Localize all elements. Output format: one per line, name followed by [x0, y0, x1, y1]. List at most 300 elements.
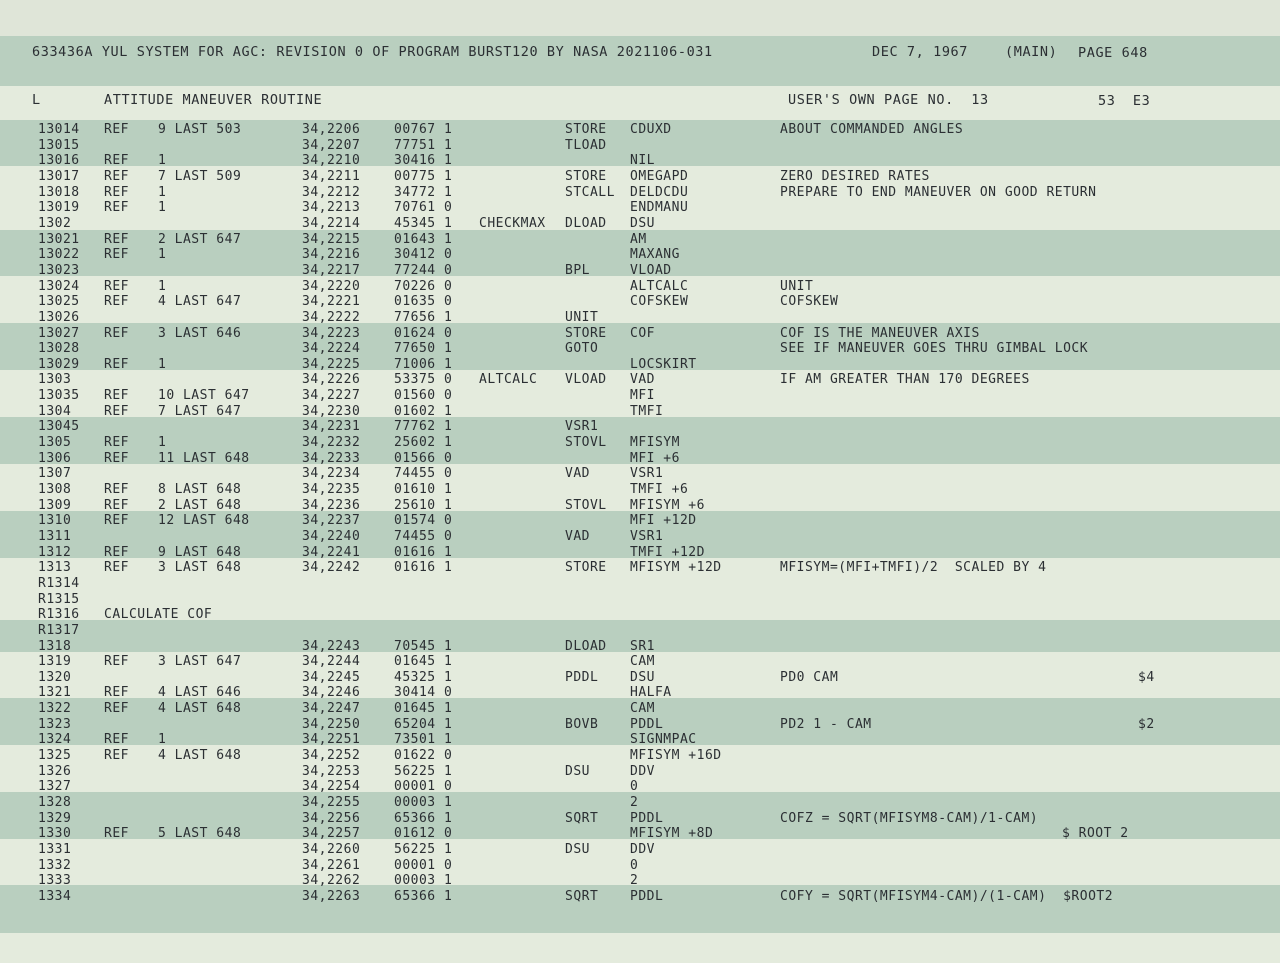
listing-row [0, 138, 1280, 154]
listing-row [0, 498, 1280, 514]
line-number: 1334 [38, 888, 72, 904]
line-number: 1318 [38, 638, 72, 654]
octal-word: 77751 1 [394, 137, 453, 153]
operand: AM [630, 231, 647, 247]
address: 34,2213 [302, 200, 361, 216]
ref-detail: 8 LAST 648 [158, 481, 242, 497]
operand: MFI +12D [630, 513, 697, 529]
operand: DDV [630, 763, 655, 779]
line-number: 13015 [38, 137, 80, 153]
address: 34,2262 [302, 873, 361, 889]
listing-row [0, 466, 1280, 482]
octal-word: 53375 0 [394, 372, 453, 388]
comment: UNIT [780, 278, 814, 294]
operand: ALTCALC [630, 278, 689, 294]
operand: CDUXD [630, 122, 672, 137]
ref-detail: 12 LAST 648 [158, 513, 250, 529]
octal-word: 77650 1 [394, 341, 453, 357]
listing-row [0, 842, 1280, 858]
line-number: 1306 [38, 450, 72, 466]
line-number: 13027 [38, 325, 80, 341]
address: 34,2240 [302, 528, 361, 544]
listing-row [0, 513, 1280, 529]
listing-row [0, 404, 1280, 420]
opcode: PDDL [565, 669, 599, 685]
listing-title: 633436A YUL SYSTEM FOR AGC: REVISION 0 OF PROGRAM BURST120 BY NASA 2021106-031 [32, 44, 713, 60]
line-number: 1326 [38, 763, 72, 779]
ref-marker: REF [104, 513, 129, 529]
line-number: 13029 [38, 356, 80, 372]
line-number: 1313 [38, 560, 72, 576]
ref-marker: REF [104, 685, 129, 701]
ref-detail: 1 [158, 435, 167, 450]
line-number: 1308 [38, 481, 72, 497]
octal-word: 65366 1 [394, 810, 453, 826]
opcode: BOVB [565, 716, 599, 732]
ref-marker: REF [104, 497, 129, 513]
line-number: 1320 [38, 669, 72, 685]
comment: COF IS THE MANEUVER AXIS [780, 325, 980, 341]
line-number: 1324 [38, 732, 72, 748]
octal-word: 00775 1 [394, 168, 453, 184]
octal-word: 25602 1 [394, 435, 453, 450]
listing-row [0, 326, 1280, 342]
line-number: 1305 [38, 435, 72, 450]
address: 34,2235 [302, 481, 361, 497]
comment: COFY = SQRT(MFISYM4-CAM)/(1-CAM) $ROOT2 [780, 888, 1114, 904]
comment: ABOUT COMMANDED ANGLES [780, 122, 964, 137]
ref-detail: 2 LAST 647 [158, 231, 242, 247]
opcode: VSR1 [565, 419, 599, 435]
operand: PDDL [630, 810, 664, 826]
listing-row [0, 153, 1280, 169]
operand: PDDL [630, 716, 664, 732]
address: 34,2243 [302, 638, 361, 654]
address: 34,2217 [302, 262, 361, 278]
line-number: 13024 [38, 278, 80, 294]
address: 34,2226 [302, 372, 361, 388]
listing-row [0, 732, 1280, 748]
operand: TMFI +6 [630, 481, 689, 497]
operand: LOCSKIRT [630, 356, 697, 372]
page-refs: 53 E3 [1098, 93, 1151, 109]
octal-word: 01602 1 [394, 403, 453, 419]
line-number: 13019 [38, 200, 80, 216]
ref-detail: 4 LAST 648 [158, 748, 242, 763]
ref-marker: REF [104, 654, 129, 670]
address: 34,2230 [302, 403, 361, 419]
address: 34,2233 [302, 450, 361, 466]
octal-word: 00003 1 [394, 795, 453, 810]
line-number: 1331 [38, 841, 72, 857]
listing-row [0, 889, 1280, 905]
ref-detail: 4 LAST 647 [158, 294, 242, 310]
listing-row [0, 592, 1280, 608]
line-number: 1329 [38, 810, 72, 826]
address: 34,2246 [302, 685, 361, 701]
octal-word: 65204 1 [394, 716, 453, 732]
listing-row [0, 779, 1280, 795]
octal-word: 00003 1 [394, 873, 453, 889]
listing-row [0, 232, 1280, 248]
opcode: TLOAD [565, 137, 607, 153]
line-number: R1315 [38, 591, 80, 607]
operand: PDDL [630, 888, 664, 904]
listing-row [0, 122, 1280, 138]
ref-detail: 1 [158, 356, 167, 372]
line-number: 13017 [38, 168, 80, 184]
listing-row [0, 294, 1280, 310]
address: 34,2211 [302, 168, 361, 184]
octal-word: 01560 0 [394, 388, 453, 404]
ref-detail: 7 LAST 647 [158, 403, 242, 419]
ref-marker: REF [104, 732, 129, 748]
operand: 0 [630, 779, 639, 795]
listing-row [0, 435, 1280, 451]
operand: COF [630, 325, 655, 341]
octal-word: 01635 0 [394, 294, 453, 310]
listing-row [0, 670, 1280, 686]
address: 34,2207 [302, 137, 361, 153]
line-number: 13045 [38, 419, 80, 435]
operand: HALFA [630, 685, 672, 701]
ref-detail: 9 LAST 648 [158, 544, 242, 560]
line-number: R1316 [38, 607, 80, 623]
ref-marker: REF [104, 231, 129, 247]
listing-row [0, 858, 1280, 874]
ref-marker: REF [104, 560, 129, 576]
address: 34,2210 [302, 153, 361, 169]
operand: MFISYM +8D [630, 826, 714, 842]
octal-word: 56225 1 [394, 763, 453, 779]
operand: 0 [630, 857, 639, 873]
ref-marker: REF [104, 356, 129, 372]
octal-word: 01616 1 [394, 544, 453, 560]
listing-row [0, 717, 1280, 733]
ref-marker: REF [104, 701, 129, 717]
line-number: 13016 [38, 153, 80, 169]
ref-marker: REF [104, 435, 129, 450]
operand: CAM [630, 701, 655, 717]
address: 34,2254 [302, 779, 361, 795]
address: 34,2256 [302, 810, 361, 826]
line-number: 13026 [38, 309, 80, 325]
octal-word: 01574 0 [394, 513, 453, 529]
address: 34,2216 [302, 247, 361, 263]
operand: DSU [630, 215, 655, 231]
listing-row [0, 764, 1280, 780]
octal-word: 00767 1 [394, 122, 453, 137]
listing-row [0, 545, 1280, 561]
users-page-number: USER'S OWN PAGE NO. 13 [788, 92, 989, 108]
octal-word: 01622 0 [394, 748, 453, 763]
operand: DDV [630, 841, 655, 857]
address: 34,2212 [302, 184, 361, 200]
ref-detail: 1 [158, 184, 167, 200]
line-number: 1310 [38, 513, 72, 529]
ref-marker: REF [104, 826, 129, 842]
operand: ENDMANU [630, 200, 689, 216]
operand: MFI [630, 388, 655, 404]
line-number: 1327 [38, 779, 72, 795]
line-number: 13035 [38, 388, 80, 404]
ref-marker: REF [104, 450, 129, 466]
comment: MFISYM=(MFI+TMFI)/2 SCALED BY 4 [780, 560, 1047, 576]
operand: MFISYM +12D [630, 560, 722, 576]
line-number: 13014 [38, 122, 80, 137]
comment: ZERO DESIRED RATES [780, 168, 930, 184]
ref-detail: 5 LAST 648 [158, 826, 242, 842]
address: 34,2250 [302, 716, 361, 732]
line-number: R1314 [38, 575, 80, 591]
listing-row [0, 279, 1280, 295]
listing-row [0, 639, 1280, 655]
octal-word: 01645 1 [394, 654, 453, 670]
listing-row [0, 623, 1280, 639]
operand: OMEGAPD [630, 168, 689, 184]
line-number: 1309 [38, 497, 72, 513]
statement-label: CHECKMAX [479, 215, 546, 231]
address: 34,2237 [302, 513, 361, 529]
line-number: 13018 [38, 184, 80, 200]
ref-marker: REF [104, 122, 129, 137]
listing-row [0, 263, 1280, 279]
top-margin [0, 0, 1280, 36]
address: 34,2247 [302, 701, 361, 717]
address: 34,2251 [302, 732, 361, 748]
scale-note: $2 [1138, 716, 1155, 732]
line-number: 1307 [38, 466, 72, 482]
octal-word: 74455 0 [394, 528, 453, 544]
listing-row [0, 247, 1280, 263]
ref-detail: 11 LAST 648 [158, 450, 250, 466]
line-number: 1304 [38, 403, 72, 419]
ref-detail: 3 LAST 648 [158, 560, 242, 576]
operand: CAM [630, 654, 655, 670]
operand: SR1 [630, 638, 655, 654]
statement-label: ALTCALC [479, 372, 538, 388]
operand: COFSKEW [630, 294, 689, 310]
opcode: DLOAD [565, 638, 607, 654]
ref-detail: 1 [158, 278, 167, 294]
line-number: 1319 [38, 654, 72, 670]
comment: PD0 CAM [780, 669, 839, 685]
listing-row [0, 607, 1280, 623]
line-number: 13022 [38, 247, 80, 263]
octal-word: 77762 1 [394, 419, 453, 435]
opcode: UNIT [565, 309, 599, 325]
operand: SIGNMPAC [630, 732, 697, 748]
octal-word: 56225 1 [394, 841, 453, 857]
address: 34,2263 [302, 888, 361, 904]
octal-word: 71006 1 [394, 356, 453, 372]
opcode: BPL [565, 262, 590, 278]
address: 34,2255 [302, 795, 361, 810]
octal-word: 01645 1 [394, 701, 453, 717]
ref-marker: REF [104, 403, 129, 419]
line-number: 1302 [38, 215, 72, 231]
listing-row [0, 357, 1280, 373]
listing-page-number: PAGE 648 [1078, 45, 1148, 61]
address: 34,2242 [302, 560, 361, 576]
line-number: 1325 [38, 748, 72, 763]
comment: COFZ = SQRT(MFISYM8-CAM)/1-CAM) [780, 810, 1039, 826]
opcode: SQRT [565, 888, 599, 904]
listing-row [0, 826, 1280, 842]
operand: TMFI +12D [630, 544, 705, 560]
ref-marker: REF [104, 278, 129, 294]
address: 34,2221 [302, 294, 361, 310]
octal-word: 01612 0 [394, 826, 453, 842]
address: 34,2214 [302, 215, 361, 231]
address: 34,2223 [302, 325, 361, 341]
band [0, 933, 1280, 963]
opcode: STCALL [565, 184, 615, 200]
octal-word: 70761 0 [394, 200, 453, 216]
address: 34,2261 [302, 857, 361, 873]
line-number: 1311 [38, 528, 72, 544]
opcode: STORE [565, 560, 607, 576]
operand: NIL [630, 153, 655, 169]
ref-detail: 1 [158, 200, 167, 216]
listing-row [0, 169, 1280, 185]
comment: SEE IF MANEUVER GOES THRU GIMBAL LOCK [780, 341, 1089, 357]
ref-marker: REF [104, 544, 129, 560]
listing-code: L [32, 92, 41, 108]
octal-word: 74455 0 [394, 466, 453, 482]
comment: IF AM GREATER THAN 170 DEGREES [780, 372, 1030, 388]
address: 34,2232 [302, 435, 361, 450]
ref-detail: 3 LAST 647 [158, 654, 242, 670]
routine-title: ATTITUDE MANEUVER ROUTINE [104, 92, 323, 108]
ref-detail: 2 LAST 648 [158, 497, 242, 513]
ref-detail: 1 [158, 153, 167, 169]
listing-row [0, 748, 1280, 764]
listing-row [0, 310, 1280, 326]
line-number: 13025 [38, 294, 80, 310]
opcode: GOTO [565, 341, 599, 357]
octal-word: 01643 1 [394, 231, 453, 247]
opcode: DSU [565, 763, 590, 779]
line-number: 1312 [38, 544, 72, 560]
comment: PREPARE TO END MANEUVER ON GOOD RETURN [780, 184, 1097, 200]
opcode: SQRT [565, 810, 599, 826]
listing-row [0, 560, 1280, 576]
octal-word: 77244 0 [394, 262, 453, 278]
operand: MFISYM +6 [630, 497, 705, 513]
octal-word: 65366 1 [394, 888, 453, 904]
opcode: STORE [565, 168, 607, 184]
ref-marker: REF [104, 168, 129, 184]
line-number: 1321 [38, 685, 72, 701]
octal-word: 34772 1 [394, 184, 453, 200]
operand: TMFI [630, 403, 664, 419]
ref-marker: CALCULATE COF [104, 607, 213, 623]
octal-word: 25610 1 [394, 497, 453, 513]
operand: 2 [630, 873, 639, 889]
opcode: STORE [565, 325, 607, 341]
opcode: STOVL [565, 435, 607, 450]
opcode: STOVL [565, 497, 607, 513]
address: 34,2260 [302, 841, 361, 857]
ref-marker: REF [104, 184, 129, 200]
octal-word: 70226 0 [394, 278, 453, 294]
comment: PD2 1 - CAM [780, 716, 872, 732]
octal-word: 77656 1 [394, 309, 453, 325]
opcode: DLOAD [565, 215, 607, 231]
line-number: 1303 [38, 372, 72, 388]
line-number: R1317 [38, 622, 80, 638]
listing-row [0, 795, 1280, 811]
line-number: 13028 [38, 341, 80, 357]
listing-row [0, 873, 1280, 889]
operand: MAXANG [630, 247, 680, 263]
address: 34,2241 [302, 544, 361, 560]
ref-marker: REF [104, 153, 129, 169]
listing-date: DEC 7, 1967 [872, 44, 969, 60]
ref-detail: 4 LAST 646 [158, 685, 242, 701]
ref-marker: REF [104, 388, 129, 404]
octal-word: 70545 1 [394, 638, 453, 654]
opcode: VAD [565, 528, 590, 544]
octal-word: 00001 0 [394, 857, 453, 873]
ref-detail: 3 LAST 646 [158, 325, 242, 341]
listing-row [0, 388, 1280, 404]
octal-word: 30414 0 [394, 685, 453, 701]
line-number: 1328 [38, 795, 72, 810]
ref-detail: 9 LAST 503 [158, 122, 242, 137]
listing-row [0, 685, 1280, 701]
listing-section: (MAIN) [1005, 44, 1058, 60]
listing-row [0, 654, 1280, 670]
octal-word: 45325 1 [394, 669, 453, 685]
line-number: 1333 [38, 873, 72, 889]
listing-row [0, 372, 1280, 388]
ref-marker: REF [104, 325, 129, 341]
address: 34,2253 [302, 763, 361, 779]
octal-word: 30412 0 [394, 247, 453, 263]
operand: VSR1 [630, 466, 664, 482]
ref-detail: 1 [158, 732, 167, 748]
address: 34,2215 [302, 231, 361, 247]
address: 34,2206 [302, 122, 361, 137]
line-number: 1323 [38, 716, 72, 732]
ref-detail: 10 LAST 647 [158, 388, 250, 404]
address: 34,2252 [302, 748, 361, 763]
ref-detail: 1 [158, 247, 167, 263]
listing-row [0, 482, 1280, 498]
listing-row [0, 341, 1280, 357]
address: 34,2244 [302, 654, 361, 670]
operand: VSR1 [630, 528, 664, 544]
octal-word: 00001 0 [394, 779, 453, 795]
operand: VLOAD [630, 262, 672, 278]
comment: COFSKEW [780, 294, 839, 310]
listing-row [0, 811, 1280, 827]
octal-word: 30416 1 [394, 153, 453, 169]
octal-word: 01610 1 [394, 481, 453, 497]
ref-marker: REF [104, 481, 129, 497]
octal-word: 01624 0 [394, 325, 453, 341]
ref-detail: 4 LAST 648 [158, 701, 242, 717]
ref-marker: REF [104, 748, 129, 763]
scale-note: $4 [1138, 669, 1155, 685]
address: 34,2225 [302, 356, 361, 372]
octal-word: 01616 1 [394, 560, 453, 576]
listing-row [0, 576, 1280, 592]
ref-detail: 7 LAST 509 [158, 168, 242, 184]
ref-marker: REF [104, 294, 129, 310]
